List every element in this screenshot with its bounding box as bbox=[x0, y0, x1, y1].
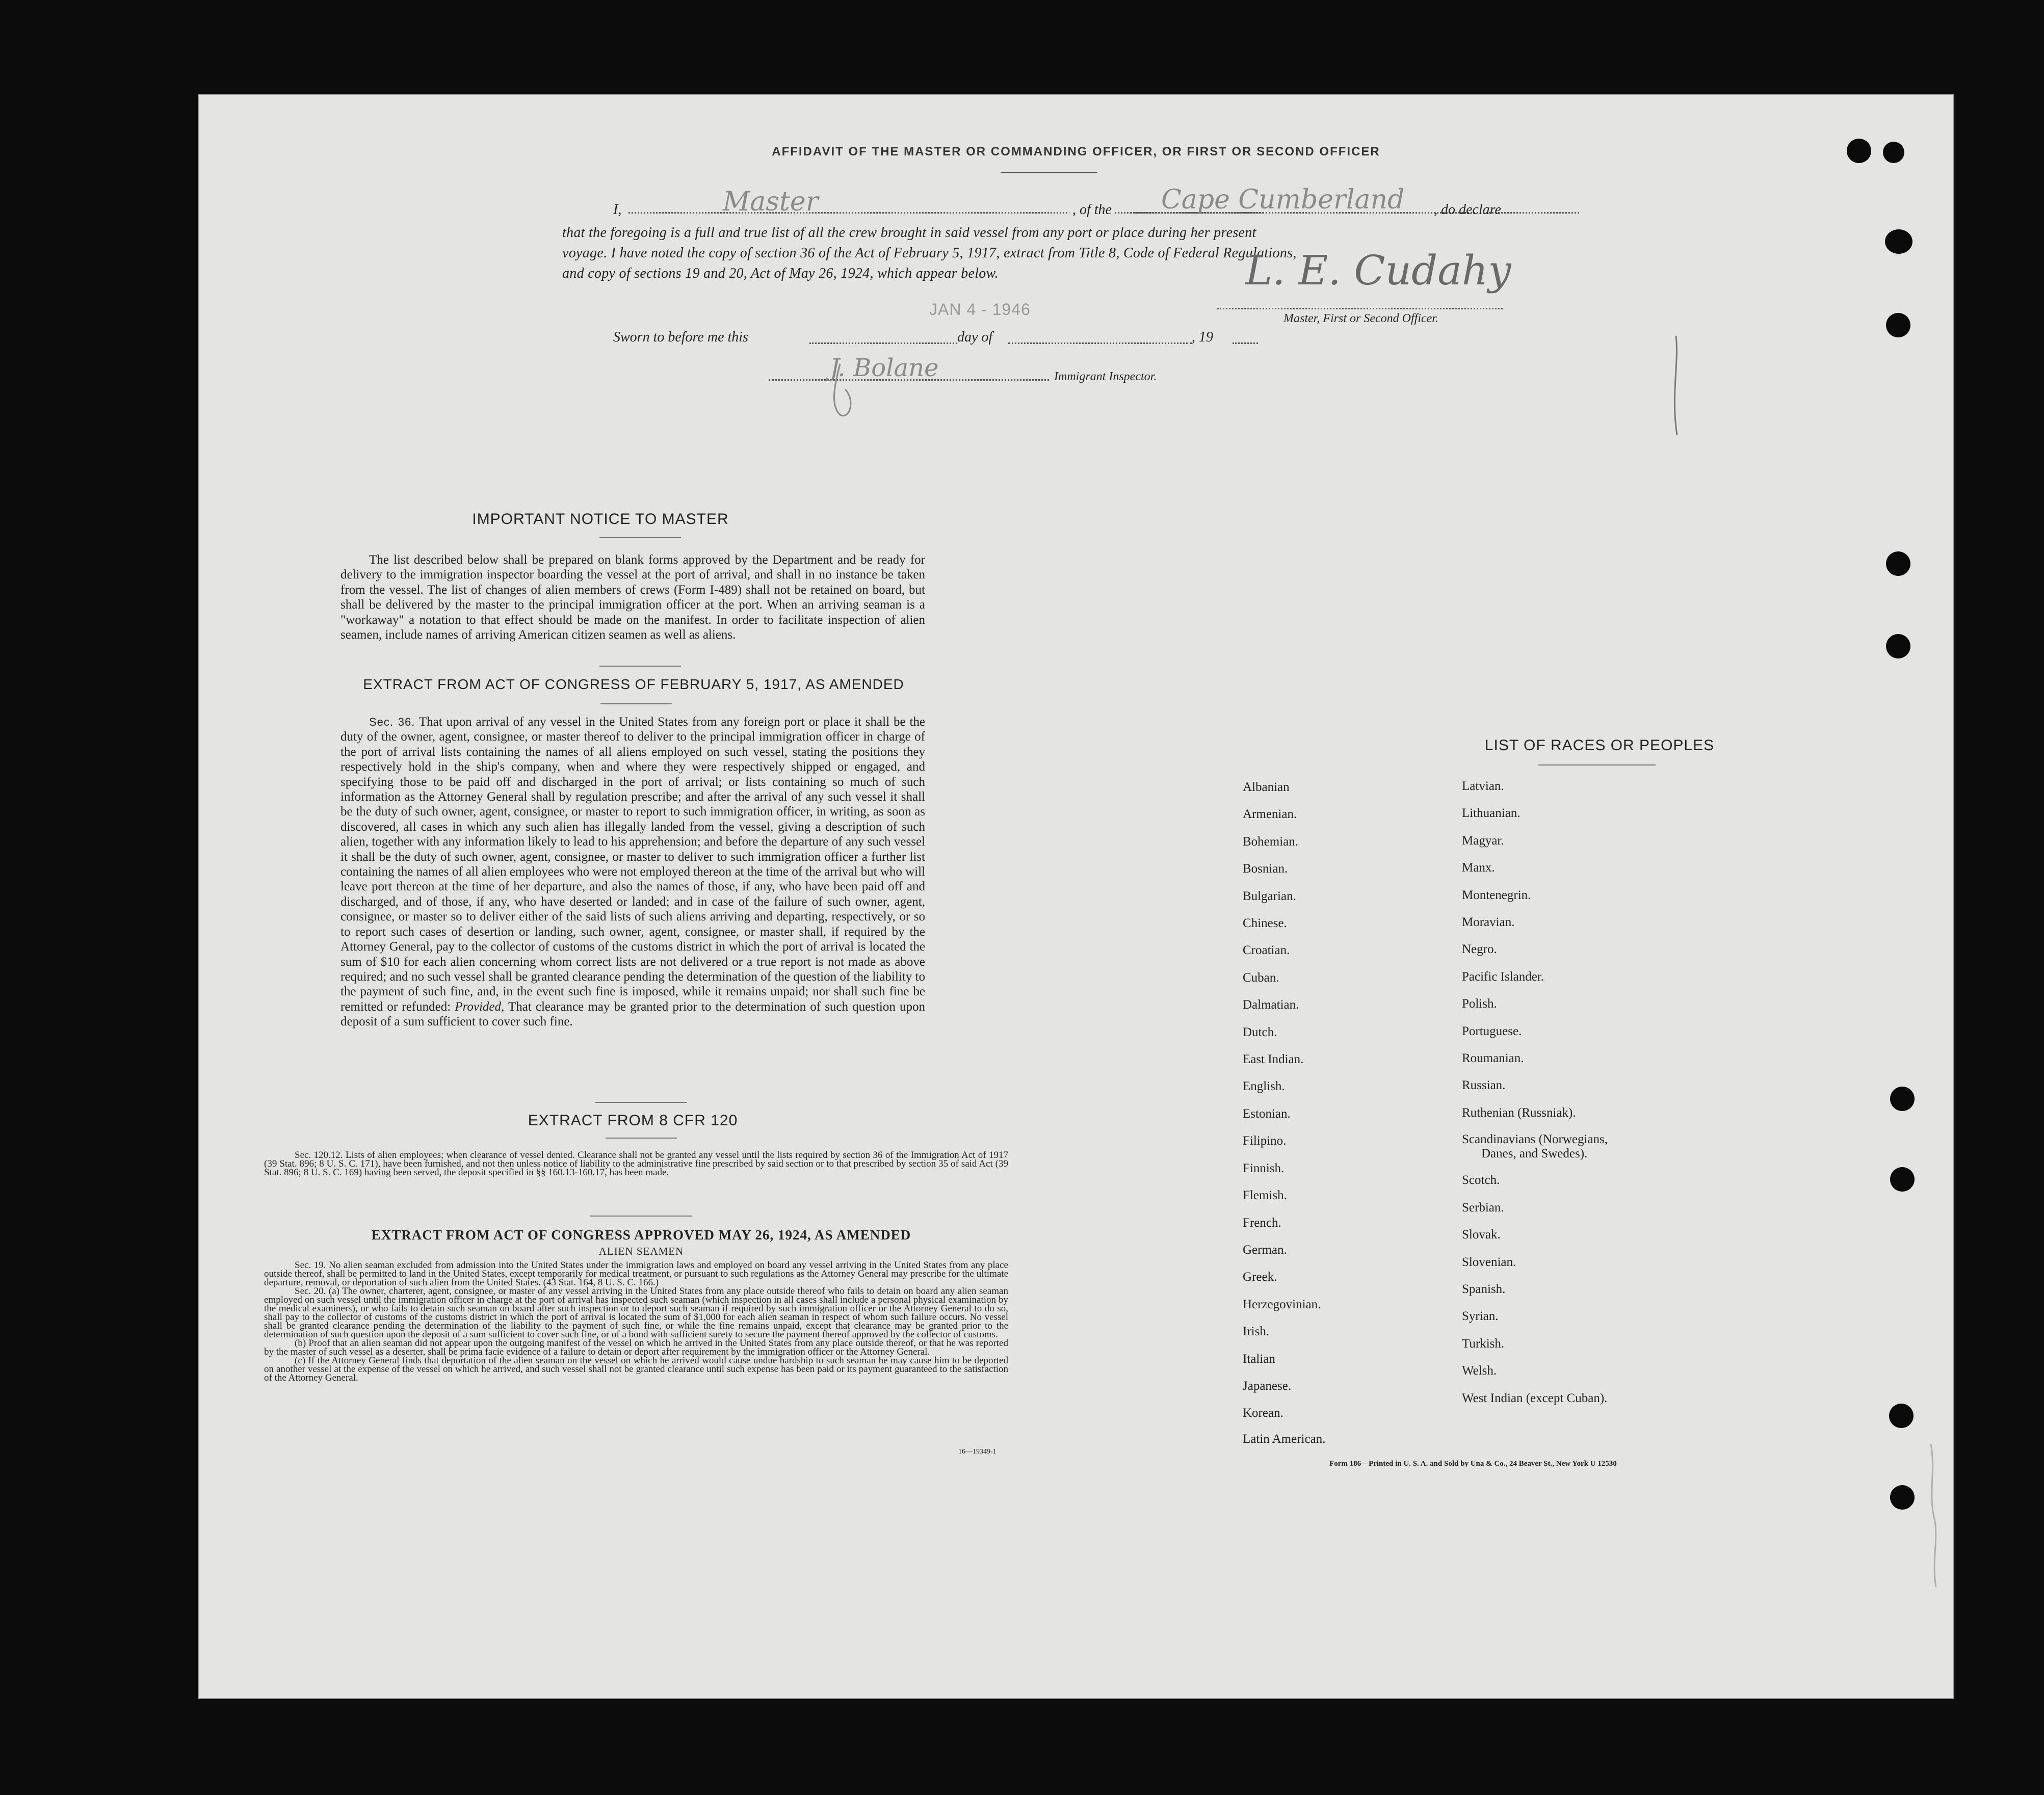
inspector-label: Immigrant Inspector. bbox=[1054, 370, 1157, 383]
notice-end-rule bbox=[599, 666, 681, 667]
inspector-flourish bbox=[825, 359, 866, 420]
notice-rule bbox=[599, 537, 681, 538]
race-item: Bohemian. bbox=[1243, 834, 1299, 849]
notice-heading: IMPORTANT NOTICE TO MASTER bbox=[472, 511, 729, 527]
race-item: Armenian. bbox=[1243, 807, 1297, 822]
cfr-rule bbox=[606, 1138, 677, 1139]
race-item: Welsh. bbox=[1462, 1364, 1497, 1378]
day-of-label: day of bbox=[957, 329, 993, 345]
race-item: Moravian. bbox=[1462, 915, 1515, 930]
extract-1917-heading: EXTRACT FROM ACT OF CONGRESS OF FEBRUARY 5, 1917, AS AMENDED bbox=[363, 676, 904, 692]
signature-tail-mark bbox=[1666, 333, 1686, 440]
year-prefix: , 19 bbox=[1192, 329, 1213, 345]
extract-1917-rule bbox=[600, 703, 672, 704]
races-left-column bbox=[1243, 774, 1325, 1449]
race-item: Herzegovinian. bbox=[1243, 1297, 1321, 1311]
race-item: Dutch. bbox=[1243, 1025, 1277, 1039]
race-item: Montenegrin. bbox=[1462, 888, 1531, 902]
race-item: Polish. bbox=[1462, 997, 1497, 1011]
affidavit-line-2: that the foregoing is a full and true list of all the crew brought in said vessel from any port or place during her present bbox=[562, 225, 1256, 241]
race-item: Dalmatian. bbox=[1243, 998, 1299, 1012]
sec-36-text: That upon arrival of any vessel in the United States from any foreign port or place it shall be the duty of the owner, agent, consignee, or master thereof to deliver to the principal immigration officer in charge of the port of arrival lists containing the names of all aliens employed on such vessel, stating the positions they respectively hold in the ship's company, when and where they were respectively shipped or engaged, and specifying those to be paid off and discharged in the port of arrival; or lists containing so much of such information as the Attorney General shall by regulation prescribe; and after the arrival of any such vessel it shall be the duty of such owner, agent, consignee, or master to report to such immigration officer, in writing, as soon as discovered, all cases in which any such alien has illegally landed from the vessel, giving a description of such alien, together with any information likely to lead to his apprehension; and before the departure of any such vessel it shall be the duty of such owner, agent, consignee, or master to deliver to such immigration officer a further list containing the names of all alien employees who were not employed thereon at the time of the arrival but who will leave port thereon at the time of her departure, and also the names of those, if any, who have been paid off and discharged, and of those, if any, who have deserted or landed; and in case of the failure of such owner, agent, consignee, or master so to deliver either of the said lists of such aliens arriving and departing, respectively, or so to report such cases of desertion or landing, such owner, agent, consignee, or master shall, if required by the Attorney General, pay to the collector of customs of the customs district in which the port of arrival is located the sum of $10 for each alien concerning whom correct lists are not delivered or a true report is not made as above required; and no such vessel shall be granted clearance pending the determination of the question of the liability to the payment of such fine, and, in the event such fine is imposed, while it remains unpaid; nor shall such fine be remitted or refunded: bbox=[340, 715, 925, 1014]
form-code: 16—19349-1 bbox=[958, 1448, 997, 1456]
inspector-signature: J. Bolane bbox=[830, 354, 939, 382]
race-item: Chinese. bbox=[1243, 916, 1287, 931]
punch-hole bbox=[1890, 1087, 1915, 1111]
race-item: French. bbox=[1243, 1216, 1281, 1230]
race-item: Estonian. bbox=[1243, 1106, 1291, 1121]
sworn-month-line bbox=[1008, 342, 1192, 344]
sworn-year-line bbox=[1233, 342, 1258, 344]
race-item: Portuguese. bbox=[1462, 1024, 1522, 1038]
race-item: West Indian (except Cuban). bbox=[1462, 1391, 1608, 1405]
race-item: Magyar. bbox=[1462, 833, 1504, 848]
cfr-heading: EXTRACT FROM 8 CFR 120 bbox=[528, 1112, 738, 1129]
margin-pencil-mark bbox=[1921, 1439, 1951, 1592]
race-item: Flemish. bbox=[1243, 1189, 1287, 1203]
punch-hole bbox=[1889, 1404, 1914, 1428]
sec-20a-text: Sec. 20. (a) The owner, charterer, agent, consignee, or master of any vessel arriving in the United States from any place outside thereof who fails to detain on board any alien seaman employed on such vessel until the immigration officer in charge at the port of arrival has inspected such seaman (which inspection in all cases shall include a personal physical examination by the medical examiners), or who fails to detain such seaman on board after such inspection or to deport such seaman if required by such immigration officer or the Attorney General to do so, shall pay to the collector of customs of the customs district in which the port of arrival is located the sum of $1,000 for each alien seaman in respect of whom such failure occurs. No vessel shall be granted clearance pending the determination of the liability to the payment of such fine, or while the fine remains unpaid, except that clearance may be granted prior to the determination of such question upon the deposit of a sum sufficient to cover such fine, or of a bond with sufficient surety to secure the payment thereof approved by the collector of customs. bbox=[264, 1286, 1008, 1340]
race-item: Spanish. bbox=[1462, 1282, 1506, 1296]
race-item: East Indian. bbox=[1243, 1052, 1304, 1067]
affidavit-title: AFFIDAVIT OF THE MASTER OR COMMANDING OFFICER, OR FIRST OR SECOND OFFICER bbox=[772, 145, 1380, 159]
race-item: Croatian. bbox=[1243, 943, 1290, 958]
race-item: Cuban. bbox=[1243, 970, 1279, 985]
sec-20c-text: (c) If the Attorney General finds that deportation of the alien seaman on the vessel on which he arrived would cause undue hardship to such seaman he may cause him to be deported on another vessel at the expense of the vessel on which he arrived, and such vessel shall not be granted clearance until such expense has been paid or its payment guaranteed to the satisfaction of the Attorney General. bbox=[264, 1355, 1008, 1383]
provided-label: Provided, bbox=[455, 999, 505, 1014]
race-item: Pacific Islander. bbox=[1462, 969, 1544, 984]
affidavit-line-3: voyage. I have noted the copy of section 36 of the Act of February 5, 1917, extract from Title 8, Code of Federal Regulations, bbox=[562, 245, 1297, 261]
sec-19-text: Sec. 19. No alien seaman excluded from admission into the United States under the immigration laws and employed on board any vessel arriving in the United States from any place outside thereof, shall be permitted to land in the United States, except temporarily for medical treatment, or pursuant to such regulations as the Attorney General may prescribe for the ultimate departure, removal, or deportation of such alien from the United States. (43 Stat. 164, 8 U. S. C. 166.) bbox=[264, 1260, 1008, 1288]
race-item: Slovak. bbox=[1462, 1228, 1501, 1242]
race-item: Ruthenian (Russniak). bbox=[1462, 1105, 1576, 1120]
punch-hole bbox=[1890, 1485, 1915, 1510]
punch-hole bbox=[1890, 1167, 1915, 1192]
sworn-text: Sworn to before me this bbox=[613, 329, 748, 345]
race-item: Irish. bbox=[1243, 1325, 1270, 1339]
race-item: Latvian. bbox=[1462, 779, 1504, 793]
race-item: Italian bbox=[1243, 1352, 1275, 1366]
of-the-label: , of the bbox=[1069, 202, 1115, 218]
extract-1924-body bbox=[264, 1261, 1008, 1382]
race-item: Latin American. bbox=[1243, 1432, 1326, 1446]
punch-hole bbox=[1885, 229, 1912, 254]
alien-seamen-subheading: ALIEN SEAMEN bbox=[598, 1245, 684, 1257]
race-item: German. bbox=[1243, 1243, 1287, 1257]
race-item: Turkish. bbox=[1462, 1336, 1505, 1351]
race-item: Serbian. bbox=[1462, 1200, 1504, 1215]
race-item: Scotch. bbox=[1462, 1173, 1500, 1187]
punch-hole bbox=[1886, 313, 1910, 337]
races-rule bbox=[1538, 764, 1656, 765]
race-item: Manx. bbox=[1462, 861, 1495, 875]
race-item: Scandinavians (Norwegians, bbox=[1462, 1132, 1608, 1147]
race-item: Russian. bbox=[1462, 1078, 1506, 1093]
race-item: Korean. bbox=[1243, 1406, 1283, 1420]
master-signature: L. E. Cudahy bbox=[1245, 247, 1511, 294]
race-item: Roumanian. bbox=[1462, 1051, 1524, 1066]
race-item-continuation: Danes, and Swedes). bbox=[1481, 1147, 1588, 1161]
cfr-top-rule bbox=[595, 1102, 687, 1103]
signature-caption: Master, First or Second Officer. bbox=[1283, 312, 1438, 325]
extract-1924-heading: EXTRACT FROM ACT OF CONGRESS APPROVED MAY 26, 1924, AS AMENDED bbox=[371, 1227, 911, 1243]
extract-1917-body bbox=[340, 715, 925, 1030]
race-item: Negro. bbox=[1462, 942, 1497, 957]
punch-hole bbox=[1886, 634, 1910, 658]
i-label: I, bbox=[613, 202, 622, 218]
date-stamp: JAN 4 - 1946 bbox=[929, 300, 1031, 319]
race-item: English. bbox=[1243, 1079, 1285, 1094]
provided-text: That clearance may be granted prior to the determination of such question upon deposit of a sum sufficient to cover such fine. bbox=[340, 999, 925, 1029]
race-item: Syrian. bbox=[1462, 1309, 1499, 1324]
affidavit-body bbox=[562, 223, 1735, 284]
race-item: Filipino. bbox=[1243, 1134, 1287, 1148]
race-item: Bulgarian. bbox=[1243, 889, 1296, 903]
document-page bbox=[198, 94, 1954, 1699]
affidavit-line-4: and copy of sections 19 and 20, Act of May 26, 1924, which appear below. bbox=[562, 266, 999, 281]
handwritten-name: Master bbox=[723, 187, 819, 217]
signature-line bbox=[1217, 308, 1503, 309]
race-item: Slovenian. bbox=[1462, 1255, 1516, 1269]
cfr-body: Sec. 120.12. Lists of alien employees; when clearance of vessel denied. Clearance shall not be granted any vessel until the lists required by section 36 of the Immigration Act of 1917 (39 Stat. 896; 8 U. S. C. 171), have been furnished, and not then unless notice of liability to the administrative fine prescribed by said section or to that prescribed by section 35 of said Act (39 Stat. 896; 8 U. S. C. 169) having been served, the deposit specified in §§ 160.13-160.17, has been made. bbox=[264, 1150, 1008, 1178]
race-item: Albanian bbox=[1243, 780, 1290, 794]
race-item: Greek. bbox=[1243, 1270, 1277, 1284]
races-heading: LIST OF RACES OR PEOPLES bbox=[1484, 737, 1715, 754]
sec-36-label: Sec. 36. bbox=[369, 716, 415, 728]
do-declare-label: , do declare bbox=[1434, 202, 1501, 218]
race-item: Finnish. bbox=[1243, 1161, 1285, 1175]
punch-hole bbox=[1886, 551, 1910, 576]
sec-20b-text: (b) Proof that an alien seaman did not appear upon the outgoing manifest of the vessel on which he arrived in the United States from any place outside thereof, or that he was reported by the master of such vessel as a deserter, shall be prima facie evidence of a failure to detain or deport after requirement by the immigration officer or the Attorney General. bbox=[264, 1338, 1008, 1357]
races-right-column bbox=[1462, 773, 1608, 1412]
punch-hole bbox=[1847, 139, 1871, 163]
handwritten-vessel: Cape Cumberland bbox=[1161, 184, 1405, 215]
printer-footer: Form 186—Printed in U. S. A. and Sold by Una & Co., 24 Beaver St., New York U 12530 bbox=[1329, 1460, 1617, 1468]
race-item: Japanese. bbox=[1243, 1379, 1292, 1393]
punch-hole bbox=[1883, 142, 1904, 163]
title-rule bbox=[1001, 172, 1097, 173]
sworn-day-line bbox=[809, 342, 957, 344]
race-item: Lithuanian. bbox=[1462, 806, 1521, 821]
1924-top-rule bbox=[590, 1216, 692, 1217]
race-item: Bosnian. bbox=[1243, 862, 1288, 876]
notice-body: The list described below shall be prepared on blank forms approved by the Department and be ready for delivery to the immigration inspector boarding the vessel at the port of arrival, and shall in no instance be taken from the vessel. The list of changes of alien members of crews (Form I-489) shall not be retained on board, but shall be delivered by the master to the principal immigration officer at the port. When an arriving seaman is a "workaway" a notation to that effect should be made on the manifest. In order to facilitate inspection of alien seamen, include names of arriving American citizen seamen as well as aliens. bbox=[340, 553, 925, 642]
